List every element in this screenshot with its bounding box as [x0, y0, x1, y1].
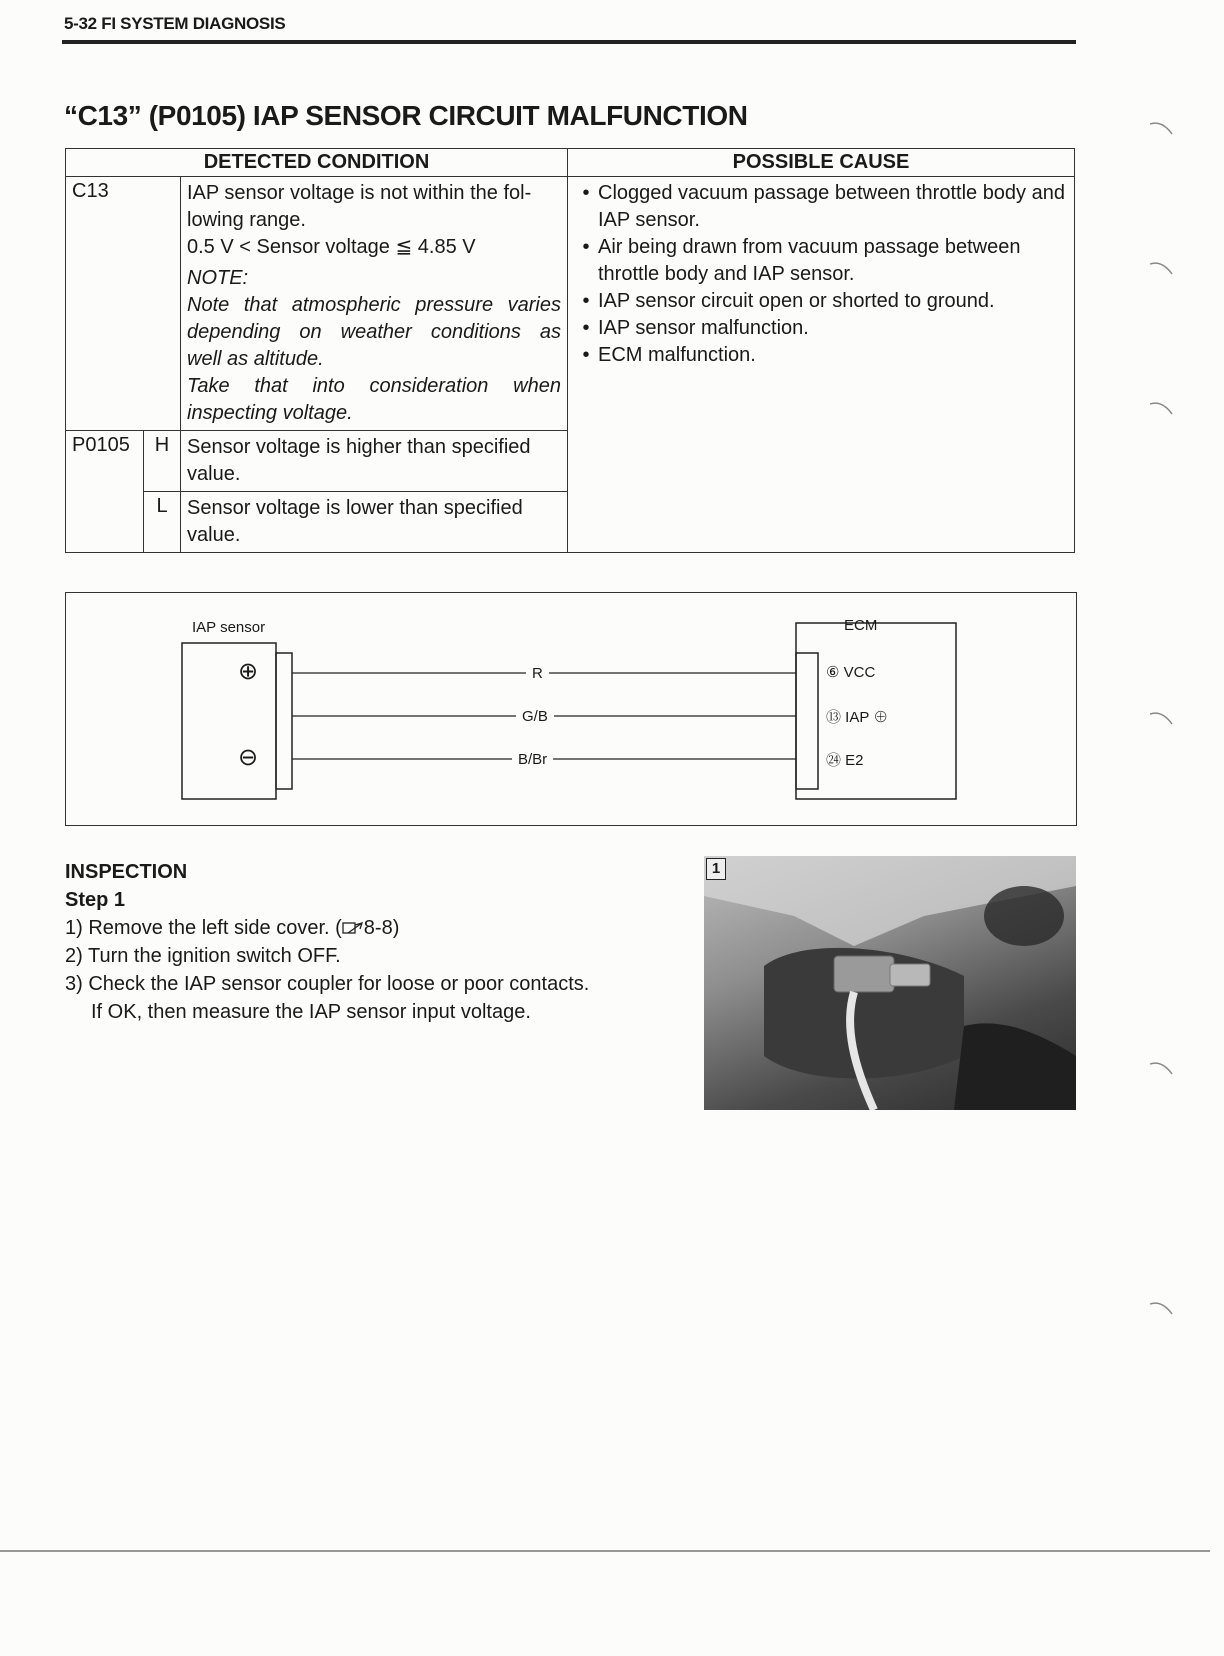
minus-icon: ⊖ [238, 744, 259, 771]
bullet-icon: • [582, 290, 590, 312]
cause-text: IAP sensor circuit open or shorted to ground. [598, 290, 995, 312]
pin-e2: ㉔ E2 [826, 752, 864, 769]
inspection-section [65, 858, 589, 1026]
code-p0105: P0105 [66, 431, 144, 553]
bullet-icon: • [582, 344, 590, 366]
cause-item [574, 315, 1068, 342]
condition-range: 0.5 V < Sensor voltage ≦ 4.85 V [187, 236, 476, 258]
cause-item [574, 180, 1068, 234]
bullet-icon: • [582, 317, 590, 339]
bullet-icon: • [582, 182, 590, 204]
note-line: inspecting voltage. [187, 402, 353, 424]
bullet-icon: • [582, 236, 590, 258]
possible-cause-header: POSSIBLE CAUSE [568, 149, 1075, 177]
detected-condition-header: DETECTED CONDITION [66, 149, 568, 177]
step-heading: Step 1 [65, 889, 126, 911]
h-condition: Sensor voltage is higher than specified value. [181, 431, 568, 492]
possible-causes [568, 177, 1075, 553]
cause-text: ECM malfunction. [598, 344, 756, 366]
cause-item [574, 342, 1068, 369]
coupler-photo [704, 856, 1076, 1110]
h-label: H [144, 431, 181, 492]
wire-label-bbr: B/Br [512, 751, 553, 768]
cause-item [574, 288, 1068, 315]
pin-iap: ⑬ IAP ⊕ [826, 709, 889, 726]
note-line: Take that into consideration when [187, 375, 561, 397]
table-header-row [66, 149, 1075, 177]
code-c13: C13 [66, 177, 181, 431]
condition-line: IAP sensor voltage is not within the fol- [187, 182, 532, 204]
cause-text: IAP sensor malfunction. [598, 317, 809, 339]
step-line [65, 914, 589, 942]
cause-item [574, 234, 1068, 288]
iap-sensor-box [182, 643, 276, 799]
cause-text: Clogged vacuum passage between throttle body and IAP sensor. [598, 182, 1065, 231]
inspection-heading: INSPECTION [65, 861, 188, 883]
note-line: Note that atmospheric pressure varies [187, 294, 561, 316]
page-title: “C13” (P0105) IAP SENSOR CIRCUIT MALFUNCTION [64, 100, 748, 131]
page-reference-icon [342, 921, 364, 935]
ecm-coupler [796, 653, 818, 789]
iap-sensor-label: IAP sensor [192, 619, 266, 636]
note-line: well as altitude. [187, 348, 324, 370]
step-line: 2) Turn the ignition switch OFF. [65, 945, 341, 967]
pin-vcc: ⑥ VCC [826, 664, 876, 681]
dtc-table [65, 148, 1075, 553]
binding-edge-marks [1150, 110, 1200, 1360]
page-bottom-edge [0, 1550, 1210, 1552]
photo-label: 1 [706, 858, 726, 880]
c13-condition [181, 177, 568, 431]
wire-label-r: R [526, 665, 549, 682]
table-row [66, 177, 1075, 431]
step-text: 8-8) [363, 917, 400, 939]
ecm-label: ECM [844, 617, 878, 634]
header-rule [62, 40, 1076, 44]
wire-label-gb: G/B [516, 708, 554, 725]
step-text: 1) Remove the left side cover. ( [65, 917, 342, 939]
cause-text: Air being drawn from vacuum passage between throttle body and IAP sensor. [598, 236, 1021, 285]
sensor-coupler [276, 653, 292, 789]
condition-line: lowing range. [187, 209, 306, 231]
photo-illustration [704, 856, 1076, 1110]
l-label: L [144, 492, 181, 553]
page-header: 5-32 FI SYSTEM DIAGNOSIS [64, 14, 286, 33]
note-label: NOTE: [187, 267, 249, 289]
step-line: 3) Check the IAP sensor coupler for loose or poor contacts. [65, 973, 590, 995]
plus-icon: ⊕ [238, 658, 259, 685]
step-line: If OK, then measure the IAP sensor input voltage. [91, 1001, 531, 1023]
wiring-diagram [65, 592, 1077, 826]
l-condition: Sensor voltage is lower than specified value. [181, 492, 568, 553]
note-line: depending on weather conditions as [187, 321, 561, 343]
